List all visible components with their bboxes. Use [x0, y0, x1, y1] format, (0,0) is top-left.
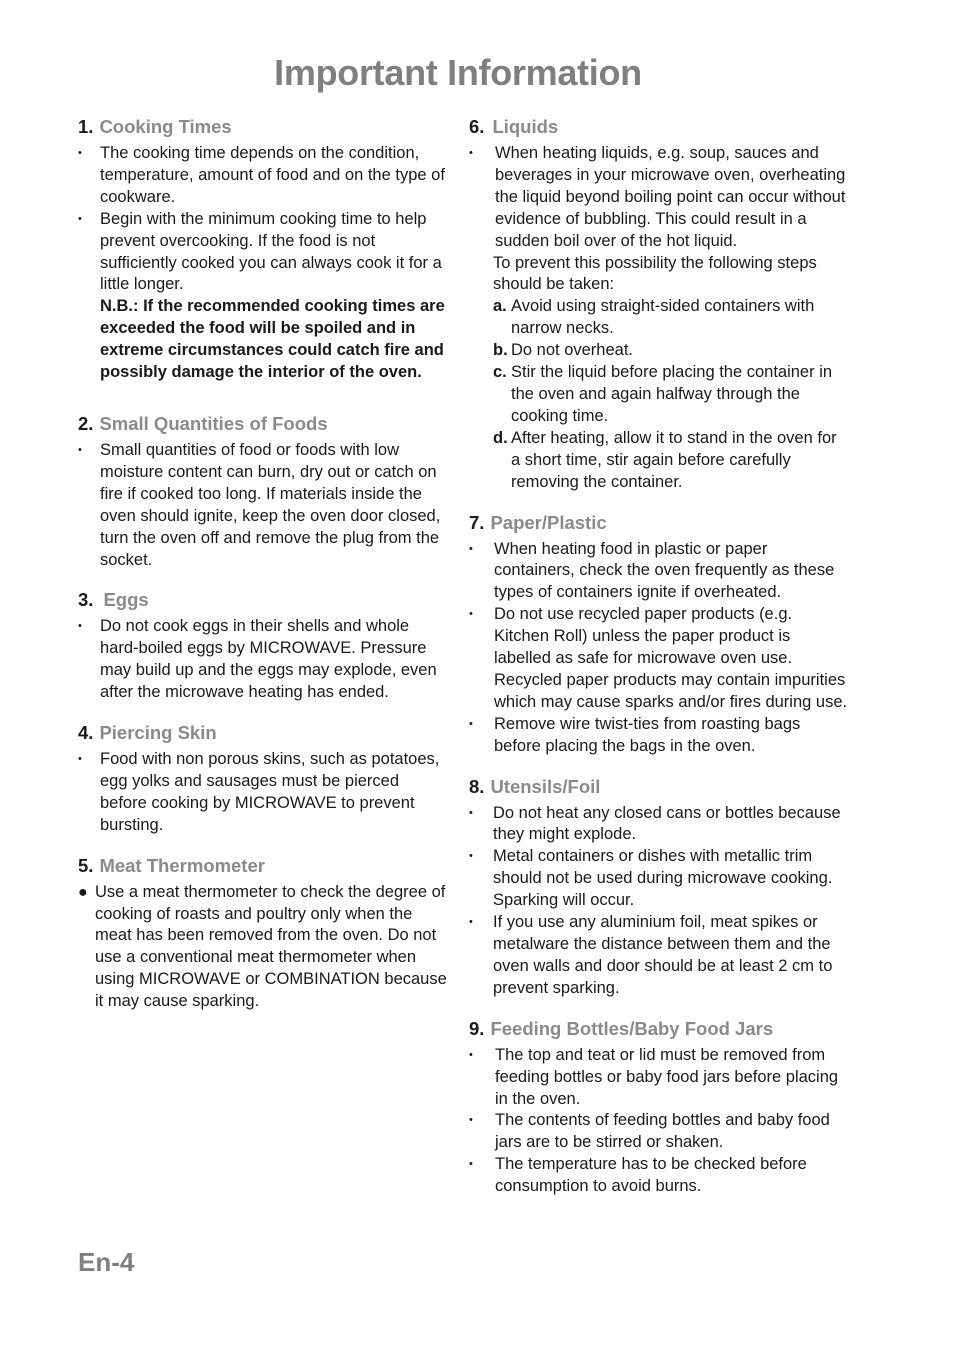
- section-title: Piercing Skin: [99, 722, 217, 744]
- section-cooking-times: [78, 114, 450, 384]
- step-item: [469, 362, 849, 428]
- section-meat-thermometer: [78, 853, 450, 1013]
- section-title: Cooking Times: [99, 116, 232, 137]
- section-liquids: [469, 114, 849, 494]
- bullet-icon: •: [78, 212, 82, 225]
- section-heading: [469, 1016, 849, 1042]
- step-item: [469, 340, 849, 362]
- section-title: Feeding Bottles/Baby Food Jars: [490, 1017, 774, 1039]
- bullet-item: [78, 209, 450, 297]
- step-letter: c.: [493, 363, 507, 382]
- bullet-icon: •: [469, 850, 473, 863]
- section-heading: [469, 510, 849, 536]
- bullet-text: When heating food in plastic or paper containers, check the oven frequently as these types of containers ignite if overheated.: [494, 539, 835, 602]
- step-text: Avoid using straight-sided containers with narrow necks.: [511, 297, 815, 338]
- bullet-item: [78, 143, 450, 209]
- bullet-text: Do not use recycled paper products (e.g. Kitchen Roll) unless the paper product is labelled as safe for microwave oven use. Recycled paper products may contain impurities which may cause sparks and/or fires during use.: [494, 605, 848, 711]
- section-number: 9.: [469, 1017, 485, 1039]
- section-heading: [78, 411, 450, 437]
- bullet-icon: •: [469, 542, 473, 555]
- section-number: 5.: [78, 854, 94, 876]
- bullet-icon: •: [78, 443, 82, 456]
- section-number: 8.: [469, 775, 485, 797]
- bullet-text: The contents of feeding bottles and baby food jars are to be stirred or shaken.: [495, 1111, 830, 1152]
- bullet-text: The top and teat or lid must be removed from feeding bottles or baby food jars before placing in the oven.: [495, 1045, 839, 1108]
- step-item: [469, 296, 849, 340]
- section-title: Paper/Plastic: [490, 511, 607, 533]
- bullet-icon: •: [469, 1114, 473, 1127]
- bullet-icon: •: [469, 806, 473, 819]
- section-title: Small Quantities of Foods: [99, 412, 328, 434]
- section-title: Eggs: [103, 589, 149, 611]
- bullet-item: [469, 143, 849, 253]
- bullet-icon: •: [469, 717, 473, 730]
- bullet-item: [469, 846, 849, 912]
- bullet-text: Small quantities of food or foods with low moisture content can burn, dry out or catch on fire if cooked too long. If materials inside the oven should ignite, keep the oven door closed, turn the oven off and remove the plug from the socket.: [100, 440, 441, 569]
- paragraph: To prevent this possibility the following steps should be taken:: [493, 253, 817, 294]
- section-heading: [78, 114, 450, 140]
- section-piercing-skin: [78, 720, 450, 837]
- bullet-item: [78, 882, 450, 1013]
- bullet-icon: •: [78, 620, 82, 633]
- bullet-item: [469, 1045, 849, 1111]
- bullet-text: Food with non porous skins, such as potatoes, egg yolks and sausages must be pierced before cooking by MICROWAVE to prevent bursting.: [100, 750, 440, 834]
- section-heading: [78, 587, 450, 613]
- section-number: 6.: [469, 116, 485, 137]
- bullet-icon: •: [469, 608, 473, 621]
- bullet-text: The cooking time depends on the condition, temperature, amount of food and on the type of cookware.: [100, 144, 445, 206]
- section-heading: [469, 774, 849, 800]
- left-column: [78, 114, 450, 1029]
- step-item: [469, 428, 849, 494]
- section-heading: [78, 720, 450, 746]
- bullet-item: [469, 912, 849, 1000]
- section-heading: [469, 114, 849, 140]
- bullet-icon: •: [469, 147, 473, 159]
- bullet-icon: ●: [78, 883, 88, 901]
- bullet-item: [469, 714, 849, 758]
- bullet-icon: •: [78, 753, 82, 766]
- section-number: 1.: [78, 116, 94, 137]
- bullet-text: When heating liquids, e.g. soup, sauces and beverages in your microwave oven, overheating the liquid beyond boiling point can occur without evidence of bubbling. This could result in a sudden boil over of the hot liquid.: [495, 144, 846, 250]
- section-number: 7.: [469, 511, 485, 533]
- bullet-item: [469, 539, 849, 605]
- section-number: 2.: [78, 412, 94, 434]
- bullet-item: [469, 1154, 849, 1198]
- bullet-text: If you use any aluminium foil, meat spikes or metalware the distance between them and the oven walls and door should be at least 2 cm to prevent sparking.: [493, 913, 833, 997]
- page-number: En-4: [78, 1247, 135, 1277]
- step-text: After heating, allow it to stand in the oven for a short time, stir again before carefully removing the container.: [511, 428, 837, 491]
- bullet-text: Metal containers or dishes with metallic trim should not be used during microwave cooking. Sparking will occur.: [493, 847, 833, 910]
- section-number: 4.: [78, 722, 94, 744]
- right-column: [469, 114, 849, 1214]
- step-letter: a.: [493, 297, 507, 316]
- section-eggs: [78, 587, 450, 704]
- bullet-text: Use a meat thermometer to check the degree of cooking of roasts and poultry only when the meat has been removed from the oven. Do not use a conventional meat thermometer when using MICROWAVE or COMBINATION because it may cause sparking.: [95, 882, 447, 1011]
- bullet-text: Begin with the minimum cooking time to help prevent overcooking. If the food is not sufficiently cooked you can always cook it for a little longer.: [100, 209, 442, 294]
- section-paper-plastic: [469, 510, 849, 758]
- bullet-text: Do not cook eggs in their shells and whole hard-boiled eggs by MICROWAVE. Pressure may build up and the eggs may explode, even after the microwave heating has ended.: [100, 617, 437, 702]
- bullet-icon: •: [469, 916, 473, 929]
- section-utensils-foil: [469, 774, 849, 1000]
- section-feeding-bottles: [469, 1016, 849, 1198]
- step-text: Stir the liquid before placing the container in the oven and again halfway through the cooking time.: [511, 363, 833, 425]
- bullet-item: [78, 749, 450, 837]
- page-title: Important Information: [274, 52, 642, 93]
- section-title: Liquids: [492, 116, 559, 137]
- section-title: Meat Thermometer: [99, 854, 265, 876]
- bullet-text: The temperature has to be checked before consumption to avoid burns.: [495, 1155, 807, 1196]
- bullet-icon: •: [78, 147, 82, 159]
- bullet-icon: •: [469, 1158, 473, 1171]
- bullet-item: [78, 440, 450, 571]
- step-letter: b.: [493, 341, 508, 360]
- bullet-text: Do not heat any closed cans or bottles because they might explode.: [493, 803, 841, 844]
- step-text: Do not overheat.: [511, 341, 633, 360]
- step-letter: d.: [493, 428, 508, 447]
- section-title: Utensils/Foil: [490, 775, 601, 797]
- section-small-quantities: [78, 411, 450, 571]
- bullet-item: [469, 803, 849, 847]
- section-number: 3.: [78, 589, 94, 611]
- bullet-item: [78, 616, 450, 704]
- nb-warning: N.B.: If the recommended cooking times are exceeded the food will be spoiled and in extreme circumstances could catch fire and possibly damage the interior of the oven.: [100, 297, 445, 382]
- bullet-item: [469, 604, 849, 714]
- bullet-item: [469, 1110, 849, 1154]
- section-heading: [78, 853, 450, 879]
- bullet-icon: •: [469, 1048, 473, 1061]
- bullet-text: Remove wire twist-ties from roasting bags before placing the bags in the oven.: [494, 714, 801, 755]
